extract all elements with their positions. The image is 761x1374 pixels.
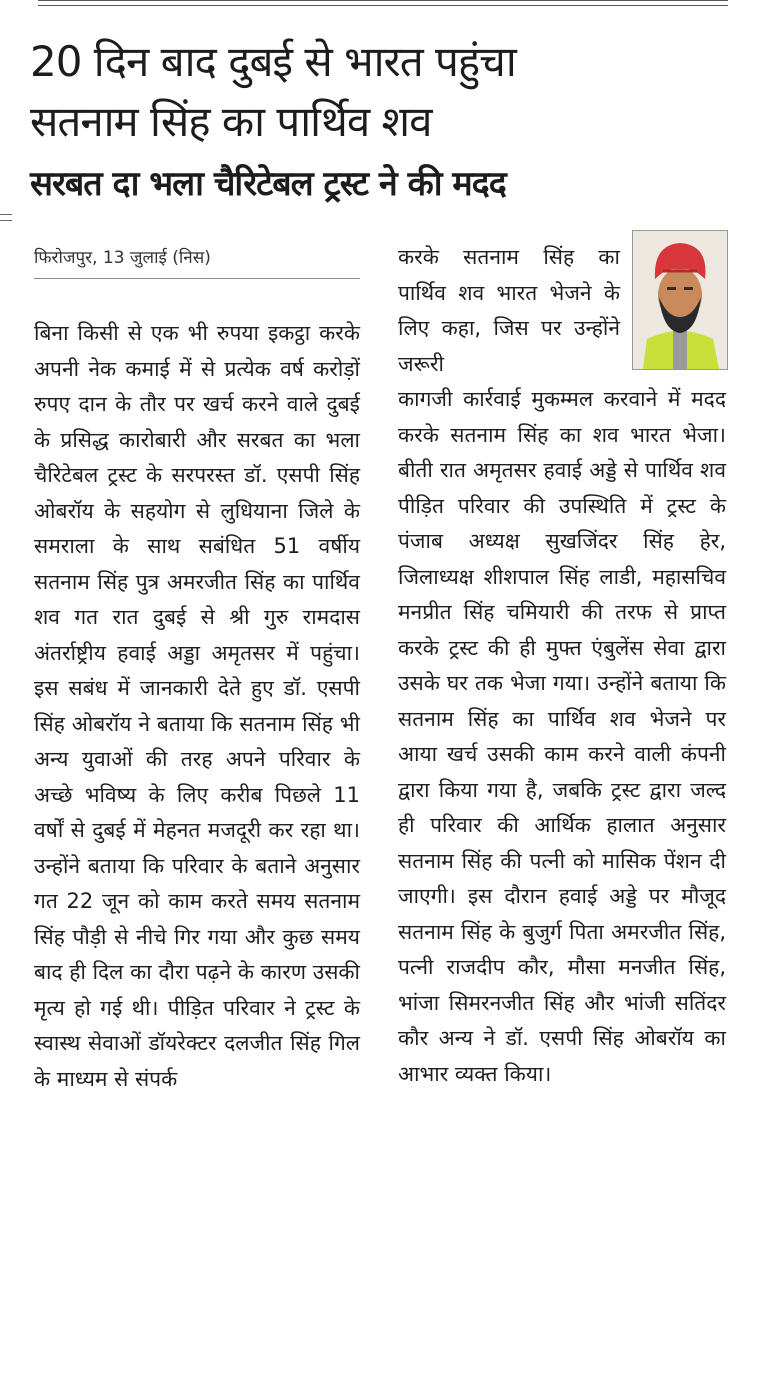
portrait-photo <box>632 230 728 370</box>
headline-line-1: 20 दिन बाद दुबई से भारत पहुंचा <box>30 37 516 86</box>
margin-mark <box>0 214 12 215</box>
dateline: फिरोजपुर, 13 जुलाई (निस) <box>34 244 360 279</box>
headline-line-2: सतनाम सिंह का पार्थिव शव <box>30 97 432 146</box>
top-rule <box>38 0 728 6</box>
portrait-image <box>633 231 727 369</box>
margin-mark <box>0 220 12 221</box>
subheading: सरबत दा भला चैरिटेबल ट्रस्ट ने की मदद <box>30 164 506 204</box>
article-column-2: कागजी कार्रवाई मुकम्मल करवाने में मदद करके सतनाम सिंह का शव भारत भेजा। बीती रात अमृतसर हवाई अड्डे से पार्थिव शव पीड़ित परिवार की उपस्थिति में ट्रस्ट के पंजाब अध्यक्ष सुखजिंदर सिंह हेर, जिलाध्यक्ष शीशपाल सिंह लाडी, महासचिव मनप्रीत सिंह चमियारी की तरफ से प्राप्त करके ट्रस्ट की ही मुफ्त एंबुलेंस सेवा द्वारा उसके घर तक भेजा गया। उन्होंने बताया कि सतनाम सिंह का पार्थिव शव भेजने पर आया खर्च उसकी काम करने वाली कंपनी द्वारा किया गया है, जबकि ट्रस्ट द्वारा जल्द ही परिवार की आर्थिक हालात अनुसार सतनाम सिंह की पत्नी को मासिक पेंशन दी जाएगी। इस दौरान हवाई अड्डे पर मौजूद सतनाम सिंह के बुजुर्ग पिता अमरजीत सिंह, पत्नी राजदीप कौर, मौसा मनजीत सिंह, भांजा सिमरनजीत सिंह और भांजी सतिंदर कौर अन्य ने डॉ. एसपी सिंह ओबरॉय का आभार व्यक्त किया। <box>398 387 726 1086</box>
article-column-2-top: करके सतनाम सिंह का पार्थिव शव भारत भेजने के लिए कहा, जिस पर उन्होंने जरूरी <box>398 245 620 376</box>
article-column-1: बिना किसी से एक भी रुपया इकट्ठा करके अपनी नेक कमाई में से प्रत्येक वर्ष करोड़ों रुपए दान के तौर पर खर्च करने वाले दुबई के प्रसिद्ध कारोबारी और सरबत का भला चैरिटेबल ट्रस्ट के सरपरस्त डॉ. एसपी सिंह ओबरॉय के सहयोग से लुधियाना जिले के समराला के साथ सबंधित 51 वर्षीय सतनाम सिंह पुत्र अमरजीत सिंह का पार्थिव शव गत रात दुबई से श्री गुरु रामदास अंतर्राष्ट्रीय हवाई अड्डा अमृतसर में पहुंचा। इस सबंध में जानकारी देते हुए डॉ. एसपी सिंह ओबरॉय ने बताया कि सतनाम सिंह भी अन्य युवाओं की तरह अपने परिवार के अच्छे भविष्य के लिए करीब पिछले 11 वर्षों से दुबई में मेहनत मजदूरी कर रहा था। उन्होंने बताया कि परिवार के बताने अनुसार गत 22 जून को काम करते समय सतनाम सिंह पौड़ी से नीचे गिर गया और कुछ समय बाद ही दिल का दौरा पढ़ने के कारण उसकी मृत्य हो गई थी। पीड़ित परिवार ने ट्रस्ट के स्वास्थ सेवाओं डॉयरेक्टर दलजीत सिंह गिल के माध्यम से संपर्क <box>34 321 360 1091</box>
